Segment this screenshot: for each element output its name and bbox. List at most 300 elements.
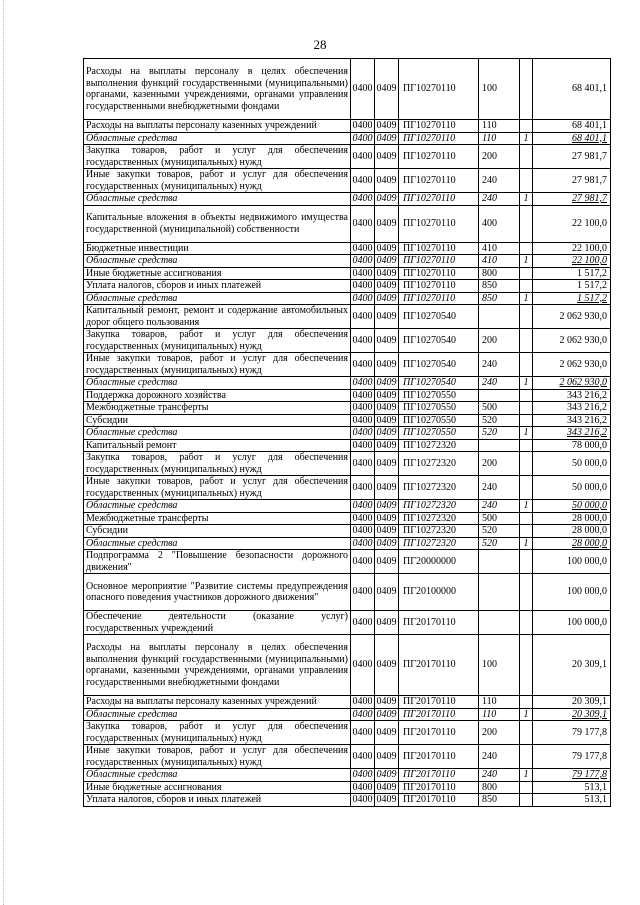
cell-fund-source-code [520,794,533,807]
cell-fund-source-code [520,781,533,794]
cell-item-name: Областные средства [84,769,351,782]
cell-item-name: Областные средства [84,708,351,721]
cell-section-code: 0400 [351,305,375,329]
cell-item-name: Расходы на выплаты персоналу казенных учреждений [84,696,351,709]
cell-section-code: 0400 [352,537,373,549]
table-row [84,193,611,206]
cell-amount: 27 981,7 [533,169,611,193]
cell-fund-source-code [520,59,533,120]
cell-subsection-code: 0409 [375,635,399,696]
cell-item-name: Областные средства [84,427,351,440]
cell-expense-type-code [479,611,520,635]
cell-fund-source-code [520,329,533,353]
table-row [84,696,611,709]
cell-expense-type-code: 240 [479,169,520,193]
cell-item-name: Закупка товаров, работ и услуг для обеспечения государственных (муниципальных) нужд [84,721,351,745]
cell-amount: 22 100,0 [533,242,611,255]
cell-item-name: Закупка товаров, работ и услуг для обеспечения государственных (муниципальных) нужд [84,452,351,476]
cell-subsection-code: 0409 [375,745,399,769]
table-row [84,255,611,268]
cell-expense-type-code: 110 [479,696,520,709]
cell-expense-type-code: 520 [479,525,520,538]
cell-fund-source-code [520,452,533,476]
table-row [84,59,611,120]
table-row [84,427,611,440]
table-row [84,794,611,807]
cell-target-article-code: ПГ10270540 [399,329,479,353]
cell-expense-type-code: 240 [479,353,520,377]
cell-amount: 79 177,8 [533,721,611,745]
cell-item-name: Закупка товаров, работ и услуг для обеспечения государственных (муниципальных) нужд [84,145,351,169]
cell-section-code: 0400 [352,794,373,805]
cell-fund-source-code: 1 [520,537,533,550]
cell-subsection-code: 0409 [376,794,397,805]
cell-target-article-code: ПГ20170110 [399,781,479,794]
table-row [84,635,611,696]
cell-fund-source-code [520,721,533,745]
cell-fund-source-code [520,525,533,538]
cell-item-name: Основное мероприятие "Развитие системы предупреждения опасного поведения участников дорожного движения" [84,574,351,611]
cell-amount: 1 517,2 [533,267,611,280]
budget-table [83,58,611,807]
cell-amount: 343 216,2 [533,414,611,427]
cell-section-code: 0400 [352,292,373,304]
cell-target-article-code: ПГ20170110 [399,635,479,696]
cell-amount: 2 062 930,0 [533,305,611,329]
cell-item-name: Капитальные вложения в объекты недвижимого имущества государственной (муниципальной) собственности [84,205,351,242]
cell-amount: 1 517,2 [533,292,611,305]
cell-subsection-code: 0409 [375,305,399,329]
cell-subsection-code: 0409 [376,280,397,291]
cell-item-name: Областные средства [84,537,351,550]
cell-amount: 68 401,1 [533,120,611,133]
cell-expense-type-code: 240 [479,769,520,782]
cell-target-article-code: ПГ10270550 [399,414,479,427]
cell-expense-type-code: 200 [479,329,520,353]
cell-expense-type-code [479,439,520,452]
cell-section-code: 0400 [352,267,373,279]
cell-item-name: Областные средства [84,132,351,145]
cell-target-article-code: ПГ10270540 [399,305,479,329]
cell-section-code: 0400 [351,353,375,377]
table-row [84,769,611,782]
cell-section-code: 0400 [352,525,373,536]
cell-section-code: 0400 [351,574,375,611]
cell-fund-source-code [520,439,533,452]
table-row [84,169,611,193]
table-row [84,205,611,242]
table-row [84,721,611,745]
cell-fund-source-code [520,267,533,280]
cell-target-article-code: ПГ10270110 [399,132,479,145]
table-row [84,500,611,513]
cell-subsection-code: 0409 [376,769,397,780]
cell-target-article-code: ПГ10270550 [399,389,479,402]
cell-fund-source-code [520,120,533,133]
cell-expense-type-code: 850 [479,280,520,293]
cell-subsection-code: 0409 [376,132,397,144]
cell-fund-source-code: 1 [520,769,533,782]
cell-item-name: Расходы на выплаты персоналу в целях обеспечения выполнения функций государственными (муниципальными) органами, казенными учреждениями, органами управления государственными внебюджетными фондами [84,635,351,696]
cell-fund-source-code [520,205,533,242]
cell-amount: 1 517,2 [533,280,611,293]
cell-section-code: 0400 [351,476,375,500]
cell-item-name: Иные бюджетные ассигнования [84,267,351,280]
cell-amount: 28 000,0 [533,525,611,538]
cell-item-name: Подпрограмма 2 "Повышение безопасности дорожного движения" [84,550,351,574]
cell-item-name: Межбюджетные трансферты [84,512,351,525]
cell-expense-type-code [479,305,520,329]
cell-target-article-code: ПГ10270550 [399,427,479,440]
cell-item-name: Областные средства [84,377,351,390]
table-row [84,353,611,377]
cell-amount: 22 100,0 [533,255,611,268]
cell-amount: 22 100,0 [533,205,611,242]
cell-target-article-code: ПГ20170110 [399,769,479,782]
cell-target-article-code: ПГ10270110 [399,255,479,268]
table-row [84,574,611,611]
cell-fund-source-code [520,414,533,427]
cell-expense-type-code: 520 [479,414,520,427]
cell-amount: 100 000,0 [533,550,611,574]
table-row [84,377,611,390]
cell-fund-source-code [520,389,533,402]
cell-expense-type-code: 520 [479,427,520,440]
cell-target-article-code: ПГ10270110 [399,120,479,133]
cell-fund-source-code: 1 [520,193,533,206]
cell-item-name: Уплата налогов, сборов и иных платежей [84,794,351,807]
cell-amount: 27 981,7 [533,193,611,206]
table-row [84,708,611,721]
cell-expense-type-code [479,550,520,574]
cell-fund-source-code [520,696,533,709]
cell-amount: 343 216,2 [533,402,611,415]
cell-section-code: 0400 [351,745,375,769]
table-row [84,305,611,329]
cell-item-name: Субсидии [84,525,351,538]
table-row [84,452,611,476]
cell-item-name: Субсидии [84,414,351,427]
cell-fund-source-code [520,402,533,415]
cell-target-article-code: ПГ10272320 [399,512,479,525]
cell-subsection-code: 0409 [375,59,399,120]
cell-section-code: 0400 [352,414,373,426]
cell-amount: 2 062 930,0 [533,329,611,353]
table-row [84,389,611,402]
cell-subsection-code: 0409 [375,721,399,745]
cell-target-article-code: ПГ10272320 [399,452,479,476]
cell-amount: 27 981,7 [533,145,611,169]
cell-item-name: Иные закупки товаров, работ и услуг для обеспечения государственных (муниципальных) нужд [84,745,351,769]
cell-amount: 343 216,2 [533,389,611,402]
cell-fund-source-code: 1 [520,255,533,268]
cell-subsection-code: 0409 [376,120,397,131]
cell-expense-type-code: 240 [479,193,520,206]
cell-expense-type-code: 500 [479,402,520,415]
cell-amount: 20 309,1 [533,696,611,709]
cell-fund-source-code: 1 [520,377,533,390]
cell-item-name: Расходы на выплаты персоналу в целях обеспечения выполнения функций государственными (муниципальными) органами, казенными учреждениями, органами управления государственными внебюджетными фондами [84,59,351,120]
cell-subsection-code: 0409 [375,205,399,242]
cell-section-code: 0400 [352,769,373,780]
cell-section-code: 0400 [352,439,373,451]
cell-amount: 79 177,8 [533,769,611,782]
cell-subsection-code: 0409 [376,255,397,266]
cell-expense-type-code: 240 [479,500,520,513]
cell-expense-type-code [479,389,520,402]
cell-fund-source-code [520,242,533,255]
cell-item-name: Иные закупки товаров, работ и услуг для обеспечения государственных (муниципальных) нужд [84,353,351,377]
cell-amount: 68 401,1 [533,59,611,120]
cell-expense-type-code: 200 [479,145,520,169]
table-row [84,550,611,574]
cell-amount: 79 177,8 [533,745,611,769]
table-row [84,537,611,550]
cell-fund-source-code [520,574,533,611]
cell-target-article-code: ПГ10272320 [399,439,479,452]
cell-expense-type-code: 410 [479,255,520,268]
cell-subsection-code: 0409 [376,414,397,426]
cell-subsection-code: 0409 [375,145,399,169]
cell-section-code: 0400 [351,721,375,745]
cell-subsection-code: 0409 [376,512,397,524]
cell-subsection-code: 0409 [375,611,399,635]
table-row [84,402,611,415]
cell-expense-type-code: 200 [479,452,520,476]
table-row [84,525,611,538]
cell-amount: 513,1 [533,794,611,807]
cell-section-code: 0400 [352,708,373,720]
cell-fund-source-code [520,476,533,500]
cell-subsection-code: 0409 [376,525,397,536]
cell-item-name: Межбюджетные трансферты [84,402,351,415]
cell-item-name: Обеспечение деятельности (оказание услуг) государственных учреждений [84,611,351,635]
cell-expense-type-code: 200 [479,721,520,745]
cell-fund-source-code [520,169,533,193]
table-row [84,145,611,169]
cell-target-article-code: ПГ10270110 [399,145,479,169]
cell-subsection-code: 0409 [376,389,397,401]
cell-item-name: Областные средства [84,255,351,268]
cell-fund-source-code: 1 [520,132,533,145]
cell-item-name: Областные средства [84,193,351,206]
cell-amount: 20 309,1 [533,708,611,721]
cell-section-code: 0400 [351,329,375,353]
cell-target-article-code: ПГ10270110 [399,280,479,293]
cell-section-code: 0400 [352,377,373,388]
cell-expense-type-code: 500 [479,512,520,525]
cell-amount: 100 000,0 [533,611,611,635]
cell-target-article-code: ПГ10270110 [399,292,479,305]
cell-target-article-code: ПГ20170110 [399,721,479,745]
cell-expense-type-code: 110 [479,708,520,721]
cell-target-article-code: ПГ10270110 [399,267,479,280]
cell-section-code: 0400 [351,635,375,696]
cell-subsection-code: 0409 [375,476,399,500]
cell-section-code: 0400 [352,402,373,413]
cell-section-code: 0400 [352,120,373,131]
cell-target-article-code: ПГ10272320 [399,525,479,538]
cell-subsection-code: 0409 [375,169,399,193]
cell-expense-type-code: 240 [479,377,520,390]
cell-section-code: 0400 [352,500,373,511]
cell-item-name: Областные средства [84,292,351,305]
cell-amount: 343 216,2 [533,427,611,440]
cell-subsection-code: 0409 [376,267,397,279]
table-row [84,242,611,255]
cell-expense-type-code: 240 [479,745,520,769]
table-row [84,329,611,353]
cell-expense-type-code: 110 [479,132,520,145]
cell-target-article-code: ПГ10270540 [399,377,479,390]
cell-item-name: Областные средства [84,500,351,513]
cell-item-name: Иные бюджетные ассигнования [84,781,351,794]
cell-target-article-code: ПГ10270540 [399,353,479,377]
table-row [84,132,611,145]
cell-expense-type-code: 410 [479,242,520,255]
page-number: 28 [313,37,327,52]
cell-section-code: 0400 [351,452,375,476]
cell-expense-type-code: 100 [479,635,520,696]
cell-fund-source-code [520,745,533,769]
cell-amount: 20 309,1 [533,635,611,696]
cell-target-article-code: ПГ10270110 [399,59,479,120]
table-row [84,280,611,293]
table-row [84,414,611,427]
cell-section-code: 0400 [352,389,373,401]
cell-item-name: Закупка товаров, работ и услуг для обеспечения государственных (муниципальных) нужд [84,329,351,353]
cell-target-article-code: ПГ10272320 [399,500,479,513]
cell-subsection-code: 0409 [376,439,397,451]
cell-section-code: 0400 [352,193,373,204]
cell-subsection-code: 0409 [376,781,397,793]
table-row [84,476,611,500]
cell-subsection-code: 0409 [376,537,397,549]
cell-section-code: 0400 [351,59,375,120]
cell-target-article-code: ПГ20170110 [399,708,479,721]
table-row [84,439,611,452]
cell-subsection-code: 0409 [375,574,399,611]
cell-subsection-code: 0409 [376,696,397,707]
cell-expense-type-code: 110 [479,120,520,133]
cell-section-code: 0400 [351,169,375,193]
cell-target-article-code: ПГ10270110 [399,242,479,255]
cell-section-code: 0400 [351,611,375,635]
cell-expense-type-code: 850 [479,292,520,305]
cell-amount: 28 000,0 [533,537,611,550]
cell-section-code: 0400 [352,242,373,254]
cell-section-code: 0400 [352,132,373,144]
cell-section-code: 0400 [351,550,375,574]
cell-fund-source-code [520,145,533,169]
cell-amount: 78 000,0 [533,439,611,452]
cell-fund-source-code [520,635,533,696]
cell-subsection-code: 0409 [375,550,399,574]
cell-item-name: Расходы на выплаты персоналу казенных учреждений [84,120,351,133]
cell-item-name: Поддержка дорожного хозяйства [84,389,351,402]
cell-subsection-code: 0409 [375,452,399,476]
cell-fund-source-code [520,512,533,525]
cell-fund-source-code: 1 [520,708,533,721]
cell-fund-source-code [520,550,533,574]
cell-subsection-code: 0409 [375,353,399,377]
cell-section-code: 0400 [352,696,373,707]
cell-target-article-code: ПГ10270110 [399,193,479,206]
cell-target-article-code: ПГ20000000 [399,550,479,574]
cell-amount: 100 000,0 [533,574,611,611]
cell-amount: 50 000,0 [533,500,611,513]
cell-item-name: Капитальный ремонт, ремонт и содержание автомобильных дорог общего пользования [84,305,351,329]
cell-item-name: Иные закупки товаров, работ и услуг для обеспечения государственных (муниципальных) нужд [84,169,351,193]
table-row [84,781,611,794]
cell-subsection-code: 0409 [376,193,397,204]
cell-section-code: 0400 [351,205,375,242]
cell-item-name: Бюджетные инвестиции [84,242,351,255]
cell-amount: 68 401,1 [533,132,611,145]
cell-fund-source-code: 1 [520,427,533,440]
cell-amount: 50 000,0 [533,452,611,476]
budget-table-body [84,59,611,807]
cell-target-article-code: ПГ10270550 [399,402,479,415]
cell-section-code: 0400 [352,255,373,266]
cell-expense-type-code [479,574,520,611]
cell-subsection-code: 0409 [376,708,397,720]
table-row [84,611,611,635]
cell-amount: 2 062 930,0 [533,353,611,377]
cell-subsection-code: 0409 [376,500,397,511]
cell-subsection-code: 0409 [376,292,397,304]
cell-expense-type-code: 800 [479,267,520,280]
cell-amount: 28 000,0 [533,512,611,525]
cell-expense-type-code: 400 [479,205,520,242]
cell-subsection-code: 0409 [376,427,397,438]
cell-section-code: 0400 [352,512,373,524]
cell-item-name: Уплата налогов, сборов и иных платежей [84,280,351,293]
cell-target-article-code: ПГ20170110 [399,745,479,769]
cell-target-article-code: ПГ20170110 [399,611,479,635]
cell-subsection-code: 0409 [376,377,397,388]
cell-expense-type-code: 850 [479,794,520,807]
cell-expense-type-code: 520 [479,537,520,550]
cell-fund-source-code [520,280,533,293]
cell-target-article-code: ПГ20100000 [399,574,479,611]
cell-fund-source-code: 1 [520,500,533,513]
cell-amount: 50 000,0 [533,476,611,500]
cell-item-name: Капитальный ремонт [84,439,351,452]
cell-item-name: Иные закупки товаров, работ и услуг для обеспечения государственных (муниципальных) нужд [84,476,351,500]
cell-section-code: 0400 [352,280,373,291]
cell-fund-source-code [520,305,533,329]
cell-target-article-code: ПГ10270110 [399,169,479,193]
cell-amount: 2 062 930,0 [533,377,611,390]
cell-target-article-code: ПГ20170110 [399,794,479,807]
cell-subsection-code: 0409 [376,402,397,413]
cell-target-article-code: ПГ10272320 [399,537,479,550]
cell-section-code: 0400 [352,427,373,438]
table-row [84,292,611,305]
cell-target-article-code: ПГ10270110 [399,205,479,242]
cell-subsection-code: 0409 [376,242,397,254]
cell-target-article-code: ПГ20170110 [399,696,479,709]
cell-expense-type-code: 100 [479,59,520,120]
cell-fund-source-code: 1 [520,292,533,305]
page-edge-border [0,0,4,905]
cell-target-article-code: ПГ10272320 [399,476,479,500]
table-row [84,267,611,280]
table-row [84,512,611,525]
cell-section-code: 0400 [351,145,375,169]
cell-amount: 513,1 [533,781,611,794]
